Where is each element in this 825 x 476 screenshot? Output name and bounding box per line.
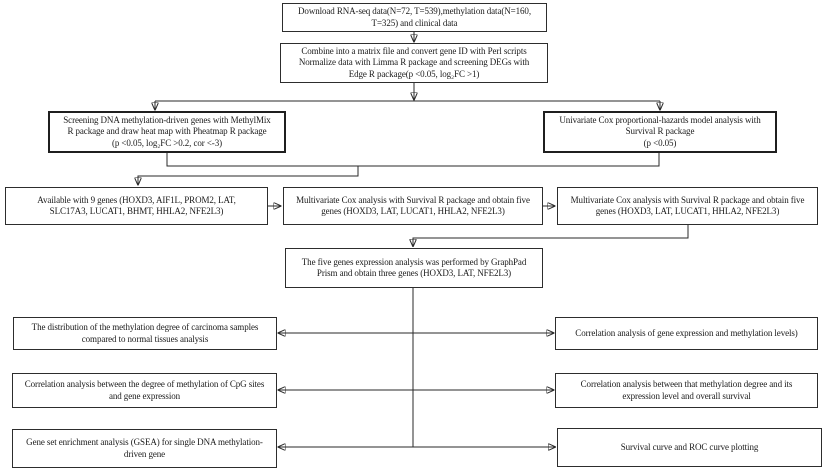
box-text-line: Correlation analysis between that methylation degree and its bbox=[580, 379, 793, 389]
box-text-line: Survival R package bbox=[625, 126, 695, 137]
flow-box-download-data bbox=[282, 3, 547, 32]
box-text-line: expression level and overall survival bbox=[622, 390, 751, 401]
box-text-line: driven gene bbox=[123, 448, 166, 459]
box-text-line: Correlation analysis of gene expression and methylation levels) bbox=[575, 327, 798, 338]
merge-line-methylmix-univariate bbox=[167, 153, 659, 166]
flow-box-correlation-expression-methylation bbox=[555, 317, 818, 350]
box-text-line: Multivariate Cox analysis with Survival R package and obtain five bbox=[570, 194, 805, 205]
box-text-line: Download RNA-seq data(N=72, T=539),methylation data(N=160, bbox=[298, 6, 531, 16]
box-text-line: Correlation analysis between the degree of methylation of CpG sites bbox=[24, 379, 265, 389]
box-text-line: The five genes expression analysis was performed by GraphPad bbox=[301, 256, 527, 267]
box-text-line: Univariate Cox proportional-hazards model analysis with bbox=[559, 114, 761, 125]
arrow-multivariate-right-to-graphpad bbox=[413, 225, 688, 246]
box-text-line: genes (HOXD3, LAT, LUCAT1, HHLA2, NFE2L3) bbox=[595, 206, 780, 216]
box-text-line: Gene set enrichment analysis (GSEA) for single DNA methylation- bbox=[26, 437, 263, 447]
box-text-line: genes (HOXD3, LAT, LUCAT1, HHLA2, NFE2L3) bbox=[321, 206, 505, 216]
box-text-line: Available with 9 genes (HOXD3, AIF1L, PROM2, LAT, bbox=[37, 194, 236, 205]
box-text-line: (p <0.05, log₂FC >0.2, cor <-3) bbox=[111, 137, 222, 148]
flow-box-survival-roc bbox=[557, 428, 822, 467]
box-text-line: Edge R package(p <0.05, log₂FC >1) bbox=[348, 68, 480, 79]
box-text-line: and gene expression bbox=[108, 390, 181, 401]
flow-box-gsea bbox=[12, 429, 277, 468]
box-text-line: Survival curve and ROC curve plotting bbox=[620, 441, 759, 452]
flow-box-graphpad-expression bbox=[285, 248, 543, 288]
box-text-line: compared to normal tissues analysis bbox=[81, 333, 209, 344]
box-text-line: R package and draw heat map with Pheatmap R package bbox=[67, 126, 267, 137]
flow-box-methylmix-screening bbox=[48, 111, 286, 153]
flow-box-combine-normalize bbox=[280, 43, 548, 83]
flow-box-methylation-distribution bbox=[13, 317, 277, 350]
flow-box-correlation-cpg-sites bbox=[12, 373, 277, 408]
box-text-line: The distribution of the methylation degree of carcinoma samples bbox=[31, 322, 259, 332]
flow-box-univariate-cox bbox=[543, 111, 777, 153]
flow-box-multivariate-cox-mid bbox=[283, 187, 543, 225]
box-text-line: T=325) and clinical data bbox=[371, 17, 458, 28]
arrow-merge-to-nine-genes bbox=[138, 166, 358, 185]
box-text-line: SLC17A3, LUCAT1, BHMT, HHLA2, NFE2L3) bbox=[49, 206, 224, 216]
flow-box-correlation-overall-survival bbox=[555, 373, 818, 408]
flow-box-nine-genes bbox=[5, 187, 268, 225]
box-text-line: (p <0.05) bbox=[643, 137, 677, 148]
box-text-line: Prism and obtain three genes (HOXD3, LAT, NFE2L3) bbox=[316, 268, 512, 278]
box-text-line: Combine into a matrix file and convert gene ID with Perl scripts bbox=[301, 45, 527, 56]
flow-box-multivariate-cox-right bbox=[557, 187, 818, 225]
box-text-line: Screening DNA methylation-driven genes with MethylMix bbox=[63, 114, 271, 125]
box-text-line: Multivariate Cox analysis with Survival R package and obtain five bbox=[296, 194, 530, 205]
box-text-line: Normalize data with Limma R package and screening DEGs with bbox=[298, 57, 530, 68]
